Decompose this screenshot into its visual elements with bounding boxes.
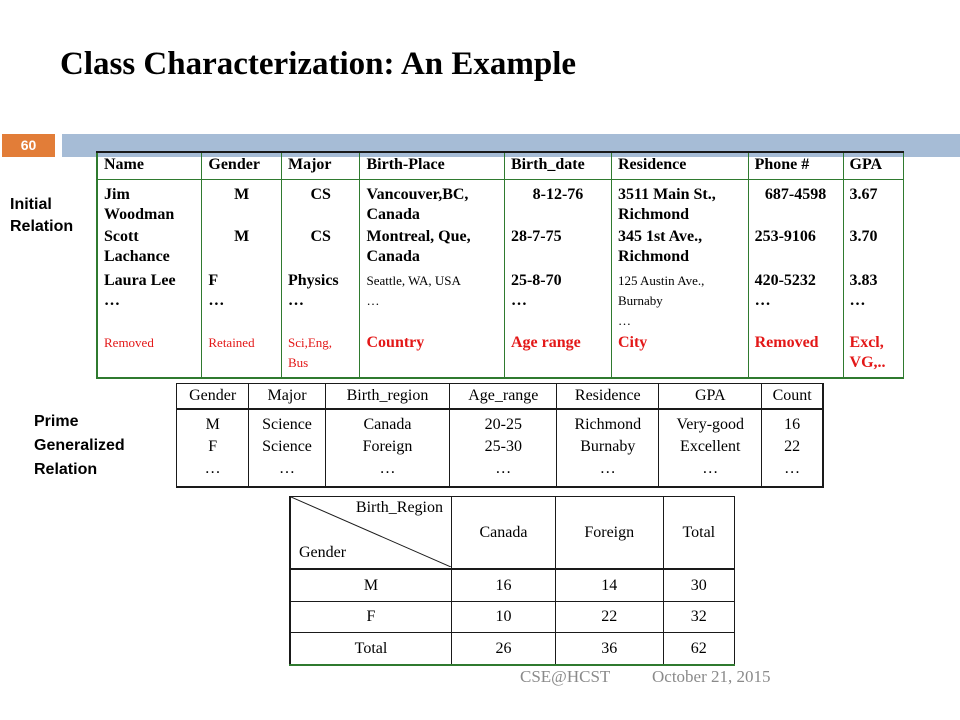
table-cell: … <box>325 458 450 487</box>
prime-label-line3: Relation <box>34 461 98 478</box>
table-cell: 8-12-76 <box>504 180 611 228</box>
table-cell: Science <box>249 436 325 458</box>
action-cell: Removed <box>748 331 843 378</box>
generalization-actions-row <box>97 331 904 378</box>
table-cell: 16 <box>762 409 823 436</box>
table-cell: Richmond <box>557 409 659 436</box>
table-cell: 30 <box>663 569 734 601</box>
table-cell: 14 <box>555 569 663 601</box>
table-row <box>177 436 824 458</box>
prime-relation-table <box>176 383 824 488</box>
action-cell: Country <box>360 331 504 378</box>
initial-label-line1: Initial <box>10 196 52 213</box>
header-cell: GPA <box>659 384 762 410</box>
table-cell: 16 <box>452 569 556 601</box>
row-label-cell: Total <box>290 633 452 665</box>
header-cell: Name <box>97 152 202 180</box>
table-cell: Jim Woodman <box>97 180 202 228</box>
table-cell: 25-8-70 … <box>504 271 611 331</box>
table-cell: 62 <box>663 633 734 665</box>
table-cell: 26 <box>452 633 556 665</box>
table-row <box>97 271 904 331</box>
table-cell: 3511 Main St., Richmond <box>611 180 748 228</box>
action-cell: Retained <box>202 331 282 378</box>
table-cell: … <box>450 458 557 487</box>
crosstab-table <box>289 496 735 666</box>
table-header-row <box>97 152 904 180</box>
table-cell: F <box>177 436 249 458</box>
table-cell: M <box>202 227 282 271</box>
header-cell: Gender <box>202 152 282 180</box>
prime-label-line1: Prime <box>34 413 79 430</box>
action-cell: City <box>611 331 748 378</box>
table-row <box>97 180 904 228</box>
action-cell: Removed <box>97 331 202 378</box>
table-row <box>290 569 735 601</box>
table-cell: 3.70 <box>843 227 903 271</box>
header-cell: Birth-Place <box>360 152 504 180</box>
header-cell: Residence <box>611 152 748 180</box>
slide-title: Class Characterization: An Example <box>60 46 577 82</box>
table-row <box>290 601 735 633</box>
table-cell: 125 Austin Ave., Burnaby … <box>611 271 748 331</box>
table-cell: M <box>202 180 282 228</box>
slide-number-badge: 60 <box>2 134 55 157</box>
table-cell: … <box>762 458 823 487</box>
table-cell: 28-7-75 <box>504 227 611 271</box>
table-cell: Foreign <box>325 436 450 458</box>
table-cell: Excellent <box>659 436 762 458</box>
initial-label-line2: Relation <box>10 218 74 235</box>
table-cell: … <box>557 458 659 487</box>
table-cell: 3.83 … <box>843 271 903 331</box>
table-cell: 10 <box>452 601 556 633</box>
table-cell: 687-4598 <box>748 180 843 228</box>
row-label-cell: M <box>290 569 452 601</box>
table-row <box>177 409 824 436</box>
row-label-cell: F <box>290 601 452 633</box>
table-cell: Very-good <box>659 409 762 436</box>
header-cell: Major <box>281 152 360 180</box>
footer-date: October 21, 2015 <box>652 667 771 686</box>
prime-label-line2: Generalized <box>34 437 125 454</box>
table-row <box>177 458 824 487</box>
table-cell: M <box>177 409 249 436</box>
table-cell: CS <box>281 227 360 271</box>
header-cell: Phone # <box>748 152 843 180</box>
header-cell: Birth_date <box>504 152 611 180</box>
table-cell: Scott Lachance <box>97 227 202 271</box>
table-cell: Physics … <box>281 271 360 331</box>
header-cell: Age_range <box>450 384 557 410</box>
table-cell: … <box>659 458 762 487</box>
table-cell: 32 <box>663 601 734 633</box>
table-cell: 345 1st Ave., Richmond <box>611 227 748 271</box>
header-cell: Major <box>249 384 325 410</box>
corner-column-label: Birth_Region <box>355 499 443 516</box>
header-cell: Foreign <box>555 497 663 570</box>
table-cell: Seattle, WA, USA … <box>360 271 504 331</box>
table-cell: Montreal, Que, Canada <box>360 227 504 271</box>
header-cell: Count <box>762 384 823 410</box>
header-cell: Gender <box>177 384 249 410</box>
initial-relation-label <box>10 194 73 238</box>
table-header-row <box>290 497 735 570</box>
table-cell: 22 <box>762 436 823 458</box>
footer-org: CSE@HCST <box>520 667 611 686</box>
table-row <box>97 227 904 271</box>
table-cell: 420-5232 … <box>748 271 843 331</box>
action-cell: Sci,Eng, Bus <box>281 331 360 378</box>
table-cell: … <box>249 458 325 487</box>
table-cell: … <box>177 458 249 487</box>
table-cell: 36 <box>555 633 663 665</box>
table-header-row <box>177 384 824 410</box>
action-cell: Age range <box>504 331 611 378</box>
table-cell: Science <box>249 409 325 436</box>
header-cell: Birth_region <box>325 384 450 410</box>
table-cell: 25-30 <box>450 436 557 458</box>
table-cell: Burnaby <box>557 436 659 458</box>
header-cell: Residence <box>557 384 659 410</box>
table-cell: 20-25 <box>450 409 557 436</box>
table-cell: Canada <box>325 409 450 436</box>
table-cell: F … <box>202 271 282 331</box>
corner-row-label: Gender <box>299 544 347 562</box>
table-cell: 22 <box>555 601 663 633</box>
action-cell: Excl, VG,.. <box>843 331 903 378</box>
table-cell: Laura Lee … <box>97 271 202 331</box>
table-cell: CS <box>281 180 360 228</box>
initial-relation-table <box>96 151 904 379</box>
table-cell: Vancouver,BC, Canada <box>360 180 504 228</box>
crosstab-corner-cell <box>290 497 452 570</box>
table-cell: 3.67 <box>843 180 903 228</box>
table-cell: 253-9106 <box>748 227 843 271</box>
header-cell: Canada <box>452 497 556 570</box>
header-cell: Total <box>663 497 734 570</box>
prime-relation-label <box>34 410 125 482</box>
header-cell: GPA <box>843 152 903 180</box>
table-row <box>290 633 735 665</box>
